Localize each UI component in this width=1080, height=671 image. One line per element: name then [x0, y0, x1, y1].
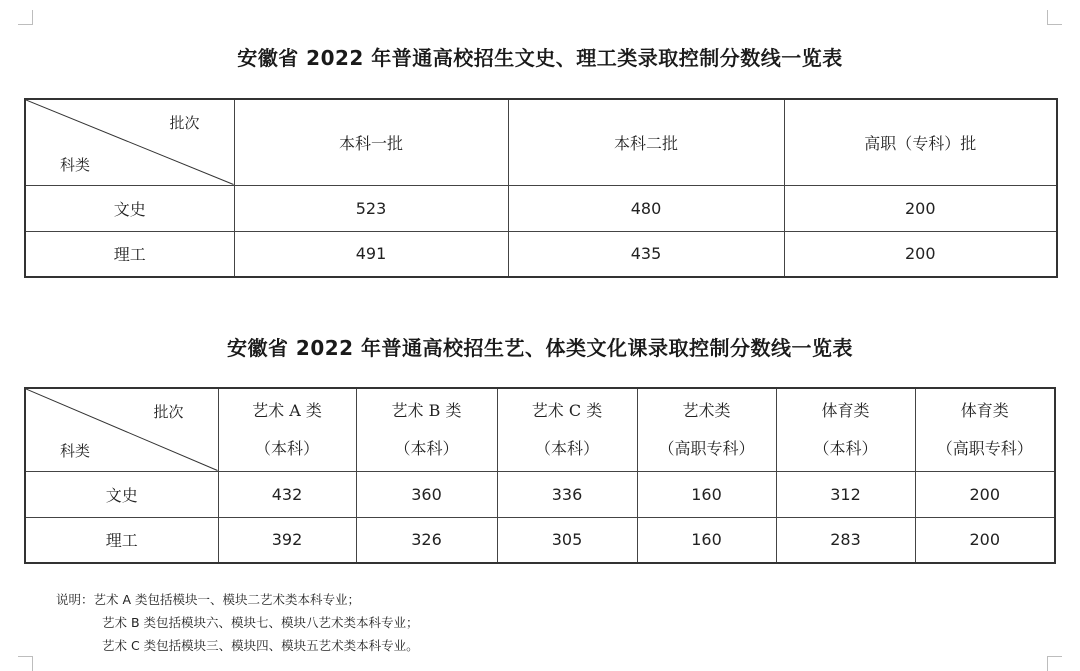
diagonal-line: [26, 389, 218, 471]
column-header-line2: （本科）: [394, 438, 459, 458]
column-header: 本科一批: [234, 99, 508, 185]
column-header: [356, 388, 497, 471]
score-table-art-sports: [24, 387, 1056, 564]
column-header: [637, 388, 776, 471]
score-cell: 200: [784, 185, 1057, 231]
score-cell: 435: [508, 231, 784, 277]
score-cell: 432: [218, 471, 356, 517]
crop-mark-top-right: [1047, 10, 1062, 25]
column-header-line1: 艺术 C 类: [531, 400, 603, 420]
score-cell: 200: [915, 471, 1055, 517]
score-cell: 160: [637, 517, 776, 563]
row-category: 理工: [25, 517, 218, 563]
score-cell: 160: [637, 471, 776, 517]
score-cell: 480: [508, 185, 784, 231]
column-header-line2: （高职专科）: [936, 438, 1033, 458]
crop-mark-top-left: [18, 10, 33, 25]
score-cell: 360: [356, 471, 497, 517]
column-header-line1: 艺术类: [682, 400, 731, 420]
diagonal-header-cell: [25, 388, 218, 471]
column-header-line2: （高职专科）: [658, 438, 755, 458]
row-category: 文史: [25, 185, 234, 231]
table-header-row: [25, 99, 1057, 185]
table-row: [25, 471, 1055, 517]
row-category: 理工: [25, 231, 234, 277]
column-header-line1: 体育类: [960, 400, 1009, 420]
score-cell: 392: [218, 517, 356, 563]
column-header: 本科二批: [508, 99, 784, 185]
table1-title: 安徽省 2022 年普通高校招生文史、理工类录取控制分数线一览表: [237, 46, 843, 70]
crop-mark-bottom-left: [18, 656, 33, 671]
column-header: [776, 388, 915, 471]
column-header: [497, 388, 637, 471]
diagonal-line: [26, 100, 234, 185]
column-header: 高职（专科）批: [784, 99, 1057, 185]
column-header-line1: 艺术 B 类: [391, 400, 462, 420]
score-cell: 491: [234, 231, 508, 277]
footnotes: [56, 588, 419, 657]
table-row: [25, 517, 1055, 563]
diagonal-header-cell: [25, 99, 234, 185]
category-label: 科类: [60, 441, 91, 460]
column-header-line2: （本科）: [534, 438, 599, 458]
column-header: [915, 388, 1055, 471]
table2-title: 安徽省 2022 年普通高校招生艺、体类文化课录取控制分数线一览表: [226, 336, 854, 360]
category-label: 科类: [60, 155, 91, 174]
crop-mark-bottom-right: [1047, 656, 1062, 671]
batch-label: 批次: [169, 114, 200, 132]
batch-label: 批次: [153, 403, 184, 421]
score-cell: 312: [776, 471, 915, 517]
score-cell: 523: [234, 185, 508, 231]
footnote-line: 说明：艺术 A 类包括模块一、模块二艺术类本科专业；: [56, 592, 360, 607]
column-header-line2: （本科）: [254, 438, 319, 458]
score-cell: 200: [915, 517, 1055, 563]
table-header-row: [25, 388, 1055, 471]
column-header: [218, 388, 356, 471]
column-header-line1: 体育类: [821, 400, 870, 420]
score-cell: 200: [784, 231, 1057, 277]
score-cell: 326: [356, 517, 497, 563]
column-header-line1: 艺术 A 类: [252, 400, 322, 420]
table-row: [25, 185, 1057, 231]
score-cell: 336: [497, 471, 637, 517]
table-row: [25, 231, 1057, 277]
score-cell: 305: [497, 517, 637, 563]
footnote-line: 艺术 B 类包括模块六、模块七、模块八艺术类本科专业；: [102, 615, 419, 630]
row-category: 文史: [25, 471, 218, 517]
column-header-line2: （本科）: [813, 438, 878, 458]
footnote-line: 艺术 C 类包括模块三、模块四、模块五艺术类本科专业。: [102, 638, 419, 653]
score-cell: 283: [776, 517, 915, 563]
score-table-wenshi-ligong: [24, 98, 1058, 278]
